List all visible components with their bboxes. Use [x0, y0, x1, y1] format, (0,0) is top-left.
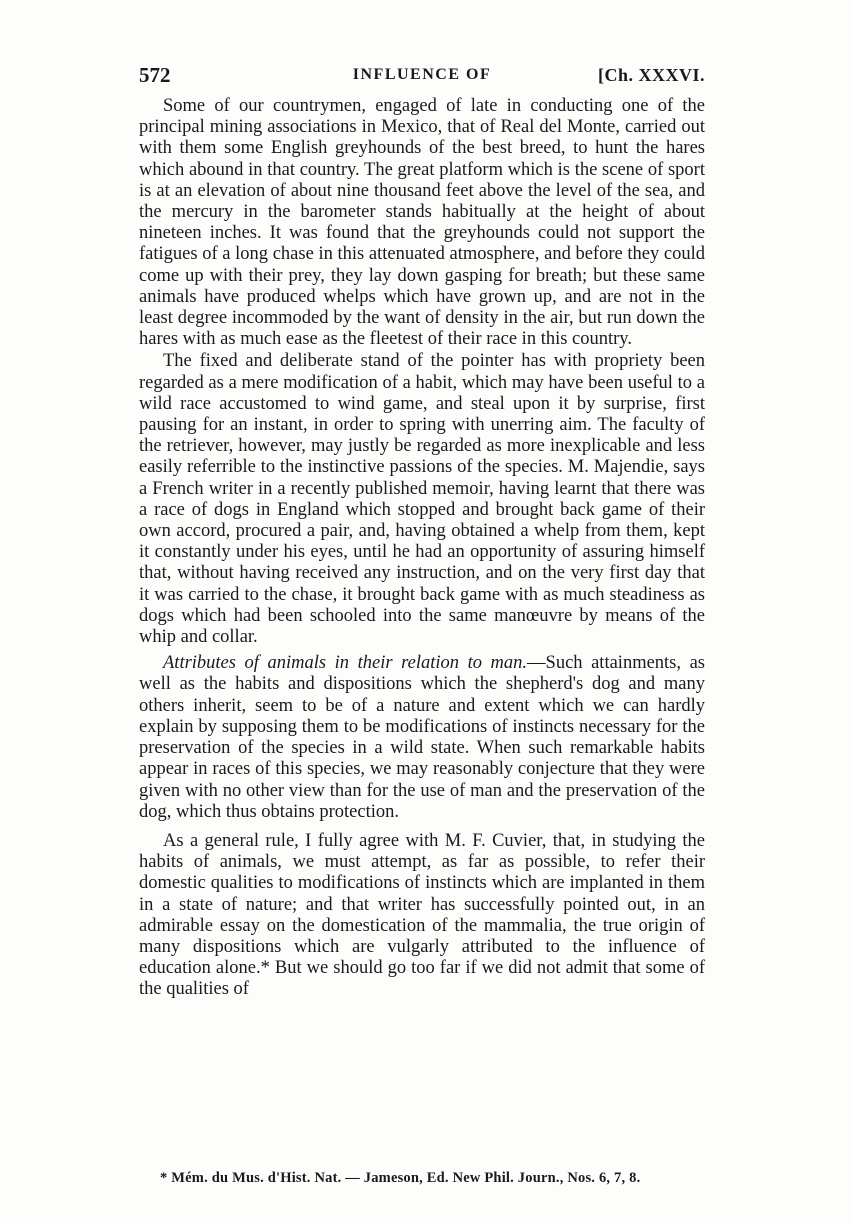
footnote: * Mém. du Mus. d'Hist. Nat. — Jameson, Ed. New Phil. Journ., Nos. 6, 7, 8. [160, 1170, 641, 1186]
page-number: 572 [139, 63, 171, 87]
running-title: INFLUENCE OF [352, 66, 492, 83]
running-head [139, 62, 705, 88]
chapter-reference: [Ch. XXXVI. [597, 65, 705, 85]
paragraph-text: As a general rule, I fully agree with M. F. Cuvier, that, in studying the habits of animals, we must attempt, as far as possible, to refer their domestic qualities to modifications of instincts which are implanted in them in a state of nature; and that writer has successfully pointed out, in an admirable essay on the domestication of the mammalia, the true origin of many dispositions which are vulgarly attributed to the influence of education alone.* But we should go too far if we did not admit that some of the qualities of [139, 830, 705, 1000]
paragraph-text: —Such attainments, as well as the habits and dispositions which the shepherd's dog and many others inherit, seem to be of a nature and extent which we can hardly explain by supposing them to be modifications of instincts necessary for the preservation of the species in a wild state. When such remarkable habits appear in races of this species, we may reasonably conjecture that they were given with no other view than for the use of man and the preservation of the dog, which thus obtains protection. [139, 653, 705, 822]
section-side-heading: Attributes of animals in their relation to man. [163, 653, 528, 674]
paragraph-text: The fixed and deliberate stand of the pointer has with propriety been regarded as a mere modification of a habit, which may have been useful to a wild race accustomed to wind game, and steal upon it by surprise, first pausing for an instant, in order to spring with unerring aim. The faculty of the retriever, however, may justly be regarded as more inexplicable and less easily referrible to the instinctive passions of the species. M. Majendie, says a French writer in a recently published memoir, having learnt that there was a race of dogs in England which stopped and brought back game of their own accord, procured a pair, and, having obtained a whelp from them, kept it constantly under his eyes, until he had an opportunity of assuring himself that, without having received any instruction, and on the very first day that it was carried to the chase, it brought back game with as much steadiness as dogs which had been schooled into the same manœuvre by means of the whip and collar. [139, 351, 705, 648]
paragraph-text: Some of our countrymen, engaged of late in conducting one of the principal mining associations in Mexico, that of Real del Monte, carried out with them some English greyhounds of the best breed, to hunt the hares which abound in that country. The great platform which is the scene of sport is at an elevation of about nine thousand feet above the level of the sea, and the mercury in the barometer stands habitually at the height of about nineteen inches. It was found that the greyhounds could not support the fatigues of a long chase in this attenuated atmosphere, and before they could come up with their prey, they lay down gasping for breath; but these same animals have produced whelps which have grown up, and are not in the least degree incommoded by the want of density in the air, but run down the hares with as much ease as the fleetest of their race in this country. [139, 96, 705, 350]
paragraph-attributes [139, 653, 705, 823]
paragraph-pointer-retriever [139, 351, 705, 648]
body-text [139, 96, 705, 1001]
paragraph-greyhounds [139, 96, 705, 350]
paragraph-cuvier [139, 831, 705, 1001]
